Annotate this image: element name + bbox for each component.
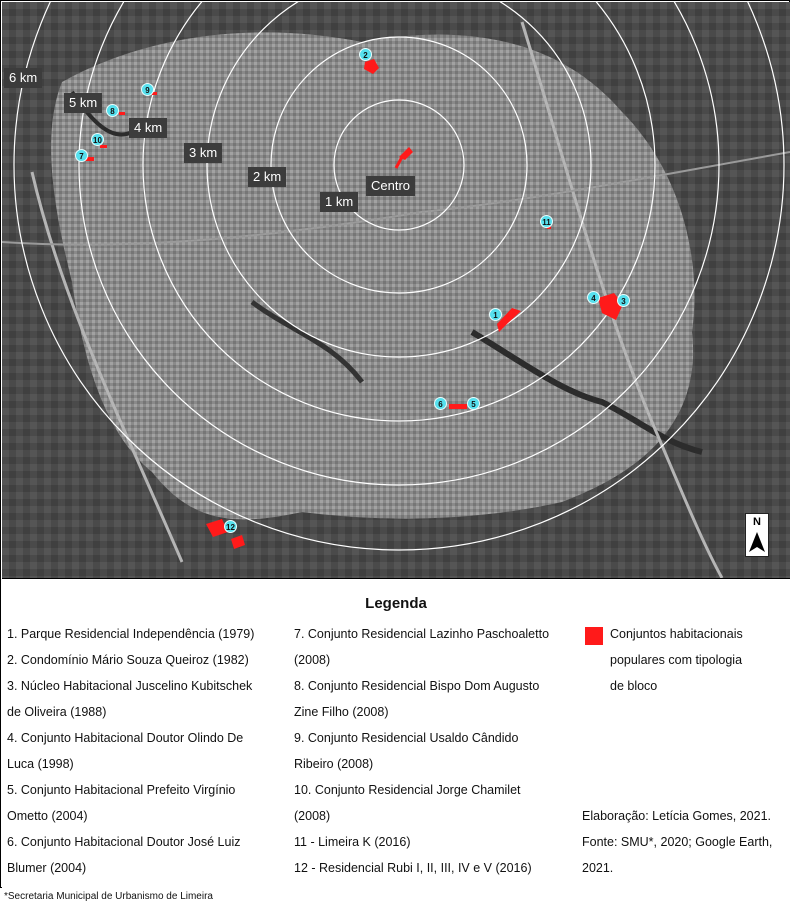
legend-line: Conjuntos habitacionais [610,627,743,641]
legend-line: Ribeiro (2008) [294,757,374,771]
credits [582,803,772,881]
legend-line: de Oliveira (1988) [7,705,107,719]
housing-area-8 [119,112,125,115]
ring-label-3km: 3 km [184,143,222,163]
legend-line: Zine Filho (2008) [294,705,389,719]
site-marker-3[interactable]: 3 [617,294,630,307]
housing-area-5-6 [449,404,467,409]
housing-symbol-text [610,621,743,699]
north-letter: N [753,516,761,528]
legend-line: 8. Conjunto Residencial Bispo Dom Augusto [294,679,540,693]
site-marker-8[interactable]: 8 [106,104,119,117]
credit-line: 2021. [582,861,614,875]
legend-line: populares com tipologia [610,653,743,667]
ring-label-1km: 1 km [320,192,358,212]
ring-label-4km: 4 km [129,118,167,138]
legend-line: 6. Conjunto Habitacional Doutor José Luiz [7,835,241,849]
map-graphic [2,2,790,578]
ring-label-6km: 6 km [4,68,42,88]
satellite-map [2,2,790,578]
site-marker-1[interactable]: 1 [489,308,502,321]
ring-label-2km: 2 km [248,167,286,187]
site-marker-6[interactable]: 6 [434,397,447,410]
site-marker-5[interactable]: 5 [467,397,480,410]
ring-label-5km: 5 km [64,93,102,113]
north-arrow [745,513,769,557]
footnote: *Secretaria Municipal de Urbanismo de Limeira [4,891,213,902]
legend-line: 4. Conjunto Habitacional Doutor Olindo De [7,731,244,745]
legend-line: 10. Conjunto Residencial Jorge Chamilet [294,783,521,797]
legend-line: 2. Condomínio Mário Souza Queiroz (1982) [7,653,249,667]
site-marker-2[interactable]: 2 [359,48,372,61]
site-marker-11[interactable]: 11 [540,215,553,228]
legend-line: Ometto (2004) [7,809,88,823]
legend-line: 3. Núcleo Habitacional Juscelino Kubitschek [7,679,253,693]
credit-line: Elaboração: Letícia Gomes, 2021. [582,809,772,823]
site-marker-4[interactable]: 4 [587,291,600,304]
legend-line: 12 - Residencial Rubi I, II, III, IV e V (2016) [294,861,532,875]
legend-line: (2008) [294,653,331,667]
site-marker-12[interactable]: 12 [224,520,237,533]
site-marker-10[interactable]: 10 [91,133,104,146]
legend-line: (2008) [294,809,331,823]
housing-area-10 [100,145,107,148]
legend-line: Blumer (2004) [7,861,87,875]
legend-line: 5. Conjunto Habitacional Prefeito Virgínio [7,783,236,797]
legend-line: Luca (1998) [7,757,74,771]
legend-column-1 [7,621,292,881]
legend-line: de bloco [610,679,658,693]
credit-line: Fonte: SMU*, 2020; Google Earth, [582,835,773,849]
north-arrow-icon [746,530,768,556]
legend-line: 1. Parque Residencial Independência (1979) [7,627,255,641]
legend-line: 7. Conjunto Residencial Lazinho Paschoaletto [294,627,550,641]
legend-column-2 [294,621,584,881]
site-marker-7[interactable]: 7 [75,149,88,162]
centro-label: Centro [366,176,415,196]
site-marker-9[interactable]: 9 [141,83,154,96]
legend-panel [2,578,790,888]
housing-swatch [585,627,603,645]
legend-title: Legenda [365,595,427,612]
legend-line: 11 - Limeira K (2016) [294,835,411,849]
legend-line: 9. Conjunto Residencial Usaldo Cândido [294,731,519,745]
